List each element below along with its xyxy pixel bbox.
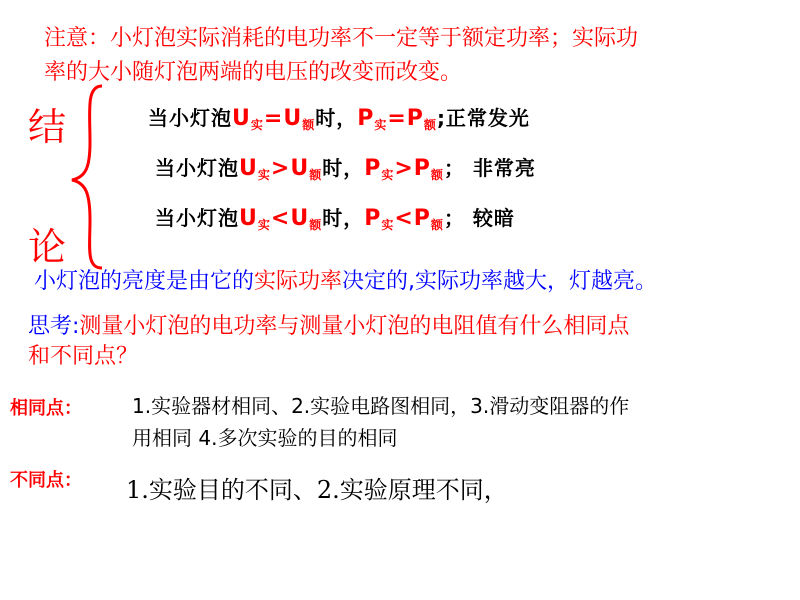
symbol-u: U bbox=[239, 206, 258, 231]
note-line-1: 注意：小灯泡实际消耗的电功率不一定等于额定功率；实际功 bbox=[44, 26, 639, 51]
subscript: 额 bbox=[309, 168, 323, 182]
symbol-u: U bbox=[290, 206, 310, 231]
symbol-u: U bbox=[232, 106, 251, 131]
think-line-2: 和不同点？ bbox=[28, 344, 139, 369]
brightness-part-1: 小灯泡的亮度是由它的 bbox=[34, 269, 255, 294]
symbol-p: P bbox=[364, 156, 382, 181]
subscript: 额 bbox=[430, 168, 444, 182]
same-label: 相同点： bbox=[10, 398, 82, 419]
symbol-p: P bbox=[406, 106, 424, 131]
subscript: 额 bbox=[309, 218, 323, 232]
row-mid: 时， bbox=[322, 206, 365, 230]
diff-text: 1.实验目的不同、2.实验原理不同， bbox=[126, 476, 508, 504]
operator: > bbox=[394, 156, 414, 181]
row-prefix: 当小灯泡 bbox=[155, 206, 239, 230]
operator: < bbox=[270, 206, 291, 231]
subscript: 额 bbox=[302, 118, 316, 132]
symbol-u: U bbox=[290, 156, 310, 181]
condition-row-equal bbox=[148, 102, 530, 133]
row-tail: ； 较暗 bbox=[443, 206, 515, 230]
think-question bbox=[28, 312, 629, 342]
note-line-2: 率的大小随灯泡两端的电压的改变而改变。 bbox=[44, 60, 463, 85]
subscript: 实 bbox=[257, 168, 271, 182]
conclusion-char-2: 论 bbox=[28, 225, 67, 269]
curly-brace-icon bbox=[68, 82, 108, 272]
symbol-p: P bbox=[364, 206, 382, 231]
think-prefix: 思考: bbox=[28, 314, 80, 339]
same-line-2: 用相同 4.多次实验的目的相同 bbox=[132, 426, 398, 450]
operator: = bbox=[387, 106, 407, 131]
subscript: 实 bbox=[381, 168, 395, 182]
conclusion-char-1: 结 bbox=[28, 105, 67, 149]
subscript: 额 bbox=[423, 118, 437, 132]
operator: < bbox=[394, 206, 414, 231]
row-prefix: 当小灯泡 bbox=[155, 156, 239, 180]
symbol-p: P bbox=[357, 106, 375, 131]
row-tail: ;正常发光 bbox=[436, 106, 530, 130]
operator: = bbox=[263, 106, 284, 131]
think-line-1: 测量小灯泡的电功率与测量小灯泡的电阻值有什么相同点 bbox=[79, 314, 630, 339]
subscript: 实 bbox=[381, 218, 395, 232]
row-tail: ； 非常亮 bbox=[443, 156, 536, 180]
row-mid: 时， bbox=[322, 156, 365, 180]
subscript: 额 bbox=[430, 218, 444, 232]
brightness-part-3: 决定的,实际功率越大，灯越亮。 bbox=[342, 269, 658, 294]
brightness-highlight: 实际功率 bbox=[254, 269, 343, 294]
subscript: 实 bbox=[374, 118, 388, 132]
subscript: 实 bbox=[257, 218, 271, 232]
brightness-statement bbox=[34, 264, 657, 295]
operator: > bbox=[270, 156, 291, 181]
symbol-p: P bbox=[413, 206, 431, 231]
row-mid: 时， bbox=[315, 106, 358, 130]
diff-label: 不同点： bbox=[10, 470, 82, 491]
symbol-u: U bbox=[283, 106, 303, 131]
symbol-u: U bbox=[239, 156, 258, 181]
same-line-1: 1.实验器材相同、2.实验电路图相同，3.滑动变阻器的作 bbox=[132, 394, 630, 418]
condition-row-greater bbox=[155, 152, 536, 183]
symbol-p: P bbox=[413, 156, 431, 181]
subscript: 实 bbox=[250, 118, 264, 132]
row-prefix: 当小灯泡 bbox=[148, 106, 232, 130]
condition-row-less bbox=[155, 202, 515, 233]
